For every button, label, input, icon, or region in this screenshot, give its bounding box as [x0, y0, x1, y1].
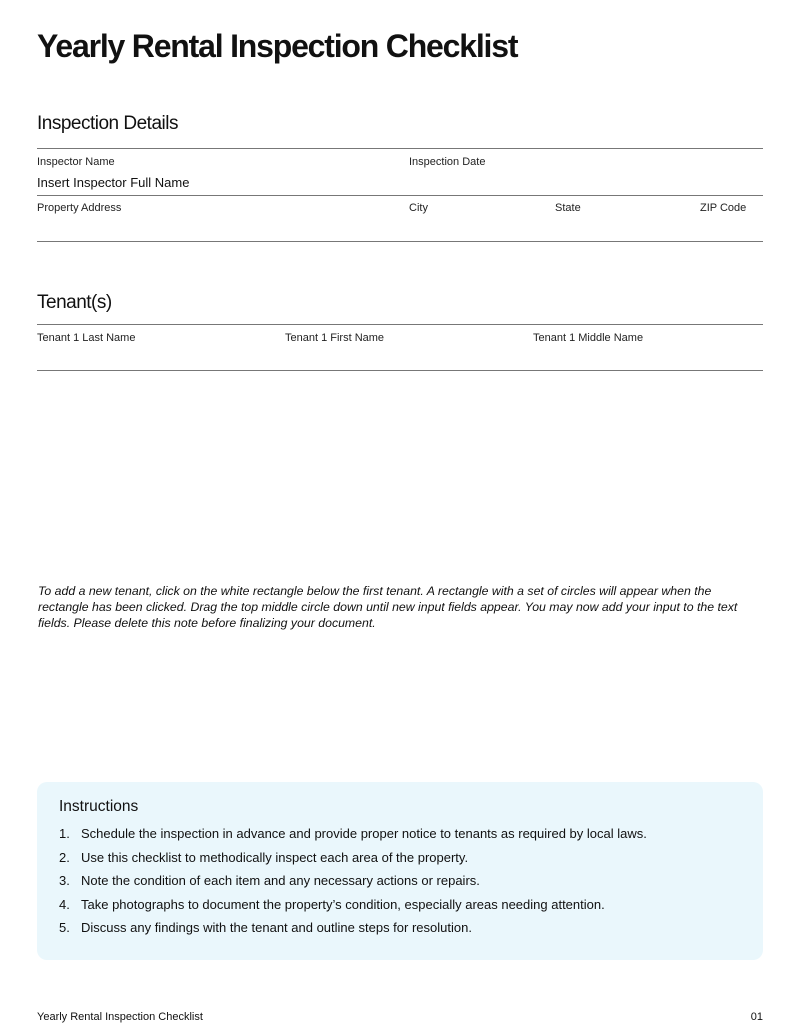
tenants-heading: Tenant(s) [37, 292, 112, 313]
item-number: 4. [59, 896, 70, 912]
inspection-date-label: Inspection Date [409, 156, 486, 168]
page-number: 01 [750, 1011, 763, 1023]
instruction-item [59, 897, 647, 921]
item-text: Note the condition of each item and any necessary actions or repairs. [81, 873, 480, 888]
item-text: Discuss any findings with the tenant and outline steps for resolution. [81, 920, 472, 935]
instruction-item [59, 920, 647, 944]
instruction-item [59, 873, 647, 897]
state-label: State [555, 202, 581, 214]
item-number: 1. [59, 826, 70, 841]
divider [37, 324, 763, 325]
divider [37, 370, 763, 371]
item-number: 3. [59, 873, 70, 888]
document-title: Yearly Rental Inspection Checklist [37, 28, 518, 64]
item-number: 5. [59, 920, 70, 935]
city-label: City [409, 202, 428, 214]
item-number: 2. [59, 849, 70, 865]
divider [37, 241, 763, 242]
item-text: Take photographs to document the property’s condition, especially areas needing attention. [81, 896, 605, 912]
tenant-last-name-label: Tenant 1 Last Name [37, 332, 136, 344]
instructions-list [59, 826, 647, 944]
inspection-date-field[interactable] [409, 172, 759, 192]
item-text: Use this checklist to methodically inspect each area of the property. [81, 849, 469, 865]
instruction-item [59, 826, 647, 850]
instructions-panel [37, 782, 763, 960]
divider [37, 148, 763, 149]
footer-title: Yearly Rental Inspection Checklist [37, 1011, 203, 1023]
inspector-name-label: Inspector Name [37, 156, 115, 168]
instructions-heading: Instructions [59, 798, 139, 815]
instruction-item [59, 850, 647, 874]
property-address-label: Property Address [37, 202, 122, 214]
tenant-fields[interactable] [37, 348, 763, 368]
inspector-name-field[interactable]: Insert Inspector Full Name [37, 175, 190, 190]
zip-code-label: ZIP Code [700, 202, 747, 214]
inspection-details-heading: Inspection Details [37, 113, 178, 134]
divider [37, 195, 763, 196]
tenant-middle-name-label: Tenant 1 Middle Name [533, 332, 644, 344]
add-tenant-note: To add a new tenant, click on the white rectangle below the first tenant. A rectangle with a set of circles will appear when the rectangle has been clicked. Drag the top middle circle down until new input fields appear. You may now add your input to the text fields. Please delete this note before finalizing your document. [38, 584, 738, 630]
address-fields[interactable] [37, 218, 763, 238]
item-text: Schedule the inspection in advance and provide proper notice to tenants as required by local laws. [81, 826, 647, 841]
tenant-first-name-label: Tenant 1 First Name [285, 332, 385, 344]
